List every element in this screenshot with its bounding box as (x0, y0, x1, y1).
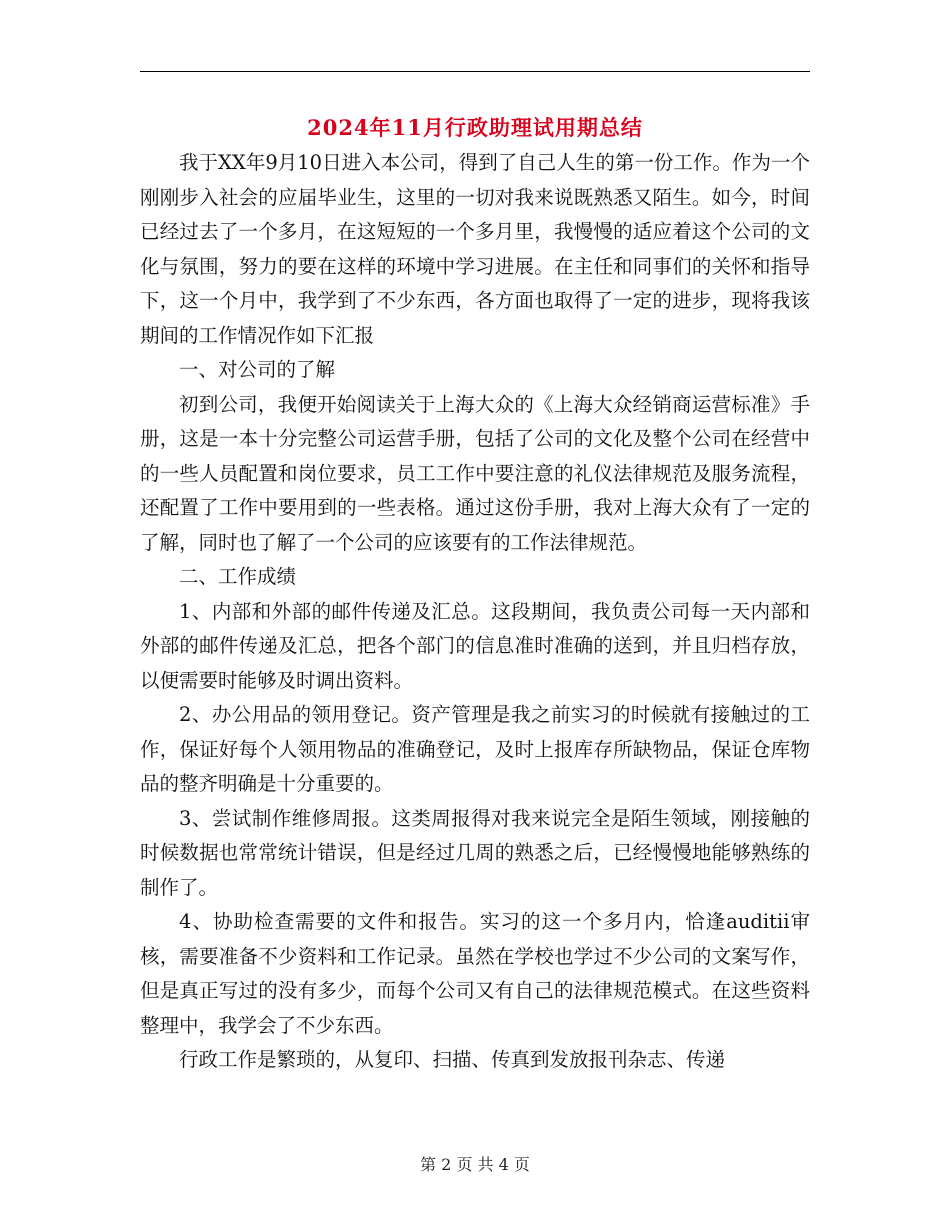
header-rule (140, 71, 810, 72)
page-footer: 第 2 页 共 4 页 (420, 1155, 530, 1174)
paragraph-item-2: 2、办公用品的领用登记。资产管理是我之前实习的时候就有接触过的工作，保证好每个人领用物品的准确登记，及时上报库存所缺物品，保证仓库物品的整齐明确是十分重要的。 (140, 703, 810, 795)
paragraph-company: 初到公司，我便开始阅读关于上海大众的《上海大众经销商运营标准》手册，这是一本十分完整公司运营手册，包括了公司的文化及整个公司在经营中的一些人员配置和岗位要求，员工工作中要注意的礼仪法律规范及服务流程，还配置了工作中要用到的一些表格。通过这份手册，我对上海大众有了一定的了解，同时也了解了一个公司的应该要有的工作法律规范。 (140, 392, 810, 554)
section-heading-company: 一、对公司的了解 (179, 358, 336, 381)
paragraph-intro: 我于XX年9月10日进入本公司，得到了自己人生的第一份工作。作为一个刚刚步入社会的应届毕业生，这里的一切对我来说既熟悉又陌生。如今，时间已经过去了一个多月，在这短短的一个多月里，我慢慢的适应着这个公司的文化与氛围，努力的要在这样的环境中学习进展。在主任和同事们的关怀和指导下，这一个月中，我学到了不少东西，各方面也取得了一定的进步，现将我该期间的工作情况作如下汇报 (140, 151, 810, 347)
paragraph-item-1: 1、内部和外部的邮件传递及汇总。这段期间，我负责公司每一天内部和外部的邮件传递及汇总，把各个部门的信息准时准确的送到，并且归档存放，以便需要时能够及时调出资料。 (140, 599, 810, 692)
document-title: 2024年11月行政助理试用期总结 (307, 115, 643, 140)
section-heading-achievements: 二、工作成绩 (179, 565, 297, 588)
paragraph-item-3: 3、尝试制作维修周报。这类周报得对我来说完全是陌生领域，刚接触的时候数据也常常统计错误，但是经过几周的熟悉之后，已经慢慢地能够熟练的制作了。 (140, 806, 810, 899)
paragraph-item-4: 4、协助检查需要的文件和报告。实习的这一个多月内，恰逢auditii审核，需要准备不少资料和工作记录。虽然在学校也学过不少公司的文案写作，但是真正写过的没有多少，而每个公司又有自己的法律规范模式。在这些资料整理中，我学会了不少东西。 (140, 910, 810, 1037)
paragraph-closing: 行政工作是繁琐的，从复印、扫描、传真到发放报刊杂志、传递 (179, 1048, 726, 1071)
document-body (140, 146, 810, 1078)
